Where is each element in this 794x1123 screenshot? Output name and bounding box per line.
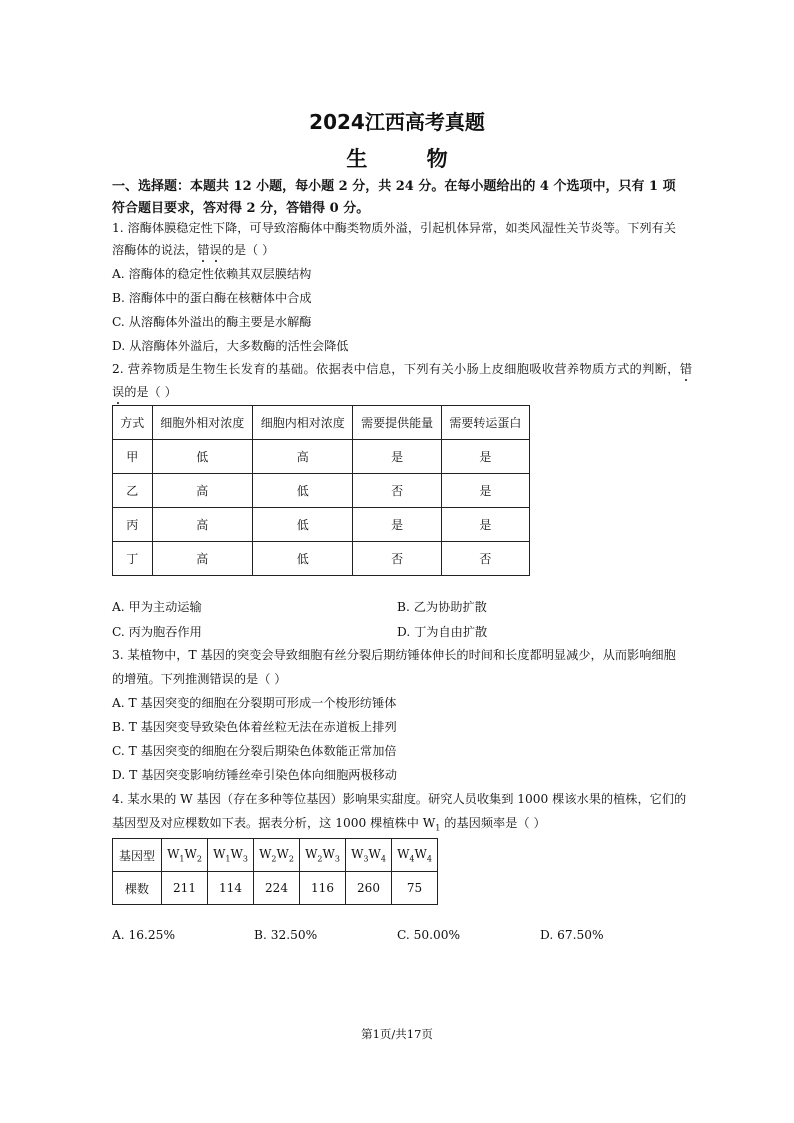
q4-option-a: A. 16.25% [112, 928, 176, 942]
q4-table [112, 838, 438, 905]
table-cell: 低 [253, 474, 353, 508]
emphasis-dot-char: 错 [197, 243, 210, 257]
genotype-cell: $W_3W_4$ [346, 839, 392, 872]
q4-stem-line1: 4. 某水果的 W 基因（存在多种等位基因）影响果实甜度。研究人员收集到 1000 棵该水果的植株，它们的 [112, 792, 687, 806]
q3-stem-line1: 3. 某植物中，T 基因的突变会导致细胞有丝分裂后期纺锤体伸长的时间和长度都明显减少，从而影响细胞 [112, 648, 676, 662]
section-heading-line1: 一、选择题：本题共 12 小题，每小题 2 分，共 24 分。在每小题给出的 4 个选项中，只有 1 项 [112, 179, 676, 194]
q1-option-a: A. 溶酶体的稳定性依赖其双层膜结构 [112, 267, 312, 281]
q4-option-d: D. 67.50% [540, 928, 604, 942]
q1-option-b: B. 溶酶体中的蛋白酶在核糖体中合成 [112, 291, 312, 305]
table-cell: 260 [346, 872, 392, 905]
q3-stem-line2: 的增殖。下列推测错误的是（ ） [112, 672, 287, 686]
table-cell: 高 [152, 508, 252, 542]
genotype-cell: $W_4W_4$ [392, 839, 438, 872]
q2-option-c: C. 丙为胞吞作用 [112, 625, 202, 639]
table-row [113, 542, 530, 576]
q4-stem-line2: 基因型及对应棵数如下表。据表分析，这 1000 棵植株中 $W_1$ 的基因频率是（ ） [112, 816, 546, 833]
table-cell: 乙 [113, 474, 153, 508]
emphasis-dot-char: 误 [209, 243, 222, 257]
table-cell: 否 [353, 542, 441, 576]
table-header-cell: 方式 [113, 406, 153, 440]
q3-option-a: A. T 基因突变的细胞在分裂期可形成一个梭形纺锤体 [112, 696, 397, 710]
table-cell: 75 [392, 872, 438, 905]
q1-option-c: C. 从溶酶体外溢出的酶主要是水解酶 [112, 315, 312, 329]
table-header-cell: 需要提供能量 [353, 406, 441, 440]
table-cell: 棵数 [113, 872, 162, 905]
table-header-row [113, 406, 530, 440]
table-cell: 高 [152, 542, 252, 576]
table-cell: 是 [441, 474, 529, 508]
emphasis-dot-char: 错 [679, 362, 692, 376]
section-heading-line2: 符合题目要求，答对得 2 分，答错得 0 分。 [112, 201, 370, 216]
table-cell: 丁 [113, 542, 153, 576]
genotype-cell: $W_1W_3$ [208, 839, 254, 872]
table-cell: 高 [253, 440, 353, 474]
q2-stem-line2: 误的是（ ） [112, 385, 177, 399]
q2-stem-line1: 2. 营养物质是生物生长发育的基础。依据表中信息，下列有关小肠上皮细胞吸收营养物质方式的判断，错 [112, 362, 692, 376]
table-header-cell: 细胞外相对浓度 [152, 406, 252, 440]
table-cell: 是 [441, 440, 529, 474]
genotype-cell: $W_2W_3$ [300, 839, 346, 872]
q4-option-b: B. 32.50% [254, 928, 318, 942]
q2-option-a: A. 甲为主动运输 [112, 600, 202, 614]
table-header-cell: 细胞内相对浓度 [253, 406, 353, 440]
q2-option-d: D. 丁为自由扩散 [397, 625, 488, 639]
table-cell: 低 [253, 508, 353, 542]
table-cell: 211 [162, 872, 208, 905]
page-number-footer: 第1页/共17页 [361, 1027, 433, 1041]
table-header-cell: 基因型 [113, 839, 162, 872]
q4-option-c: C. 50.00% [397, 928, 461, 942]
table-cell: 116 [300, 872, 346, 905]
q1-stem-line2: 溶酶体的说法，错误的是（ ） [112, 243, 275, 257]
q2-table [112, 405, 530, 576]
table-cell: 高 [152, 474, 252, 508]
table-header-row [113, 839, 438, 872]
q3-option-d: D. T 基因突变影响纺锤丝牵引染色体向细胞两极移动 [112, 768, 398, 782]
table-cell: 低 [152, 440, 252, 474]
table-row [113, 508, 530, 542]
emphasis-dot-char: 误 [112, 385, 125, 399]
table-cell: 甲 [113, 440, 153, 474]
table-cell: 是 [353, 508, 441, 542]
q1-option-d: D. 从溶酶体外溢后，大多数酶的活性会降低 [112, 339, 349, 353]
table-cell: 是 [441, 508, 529, 542]
table-cell: 丙 [113, 508, 153, 542]
table-row [113, 440, 530, 474]
q1-stem-line1: 1. 溶酶体膜稳定性下降，可导致溶酶体中酶类物质外溢，引起机体异常，如类风湿性关节炎等。下列有关 [112, 221, 676, 235]
table-cell: 是 [353, 440, 441, 474]
table-row [113, 474, 530, 508]
q2-option-b: B. 乙为协助扩散 [397, 600, 487, 614]
q3-option-c: C. T 基因突变的细胞在分裂后期染色体数能正常加倍 [112, 744, 397, 758]
table-cell: 114 [208, 872, 254, 905]
q3-option-b: B. T 基因突变导致染色体着丝粒无法在赤道板上排列 [112, 720, 397, 734]
genotype-cell: $W_1W_2$ [162, 839, 208, 872]
table-cell: 低 [253, 542, 353, 576]
table-cell: 224 [254, 872, 300, 905]
subject-heading: 生 物 [346, 146, 474, 171]
genotype-cell: $W_2W_2$ [254, 839, 300, 872]
table-cell: 否 [441, 542, 529, 576]
table-cell: 否 [353, 474, 441, 508]
page-title: 2024江西高考真题 [309, 110, 485, 134]
table-row [113, 872, 438, 905]
table-header-cell: 需要转运蛋白 [441, 406, 529, 440]
